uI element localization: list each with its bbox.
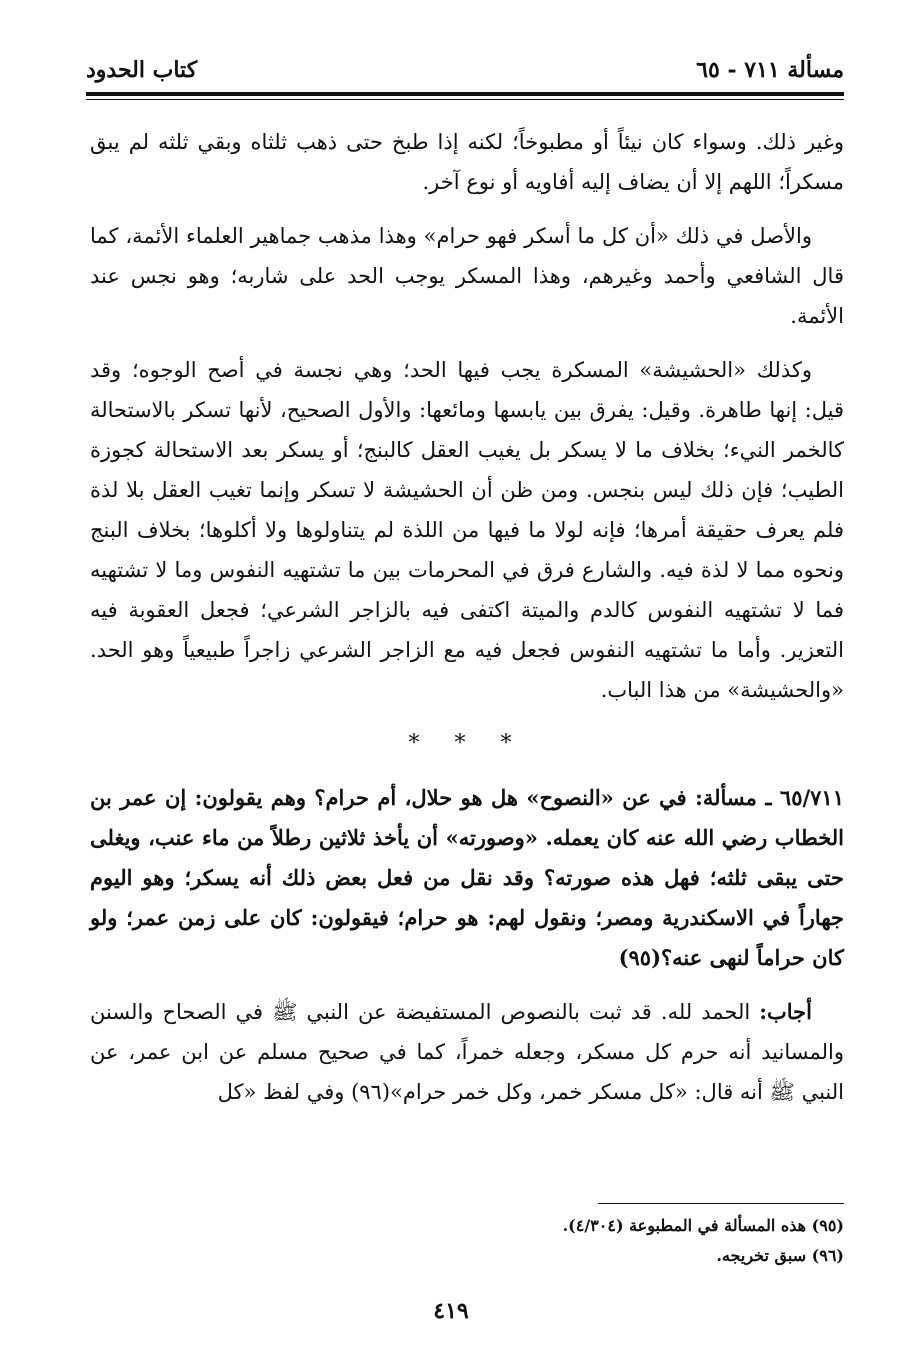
running-header — [86, 52, 844, 88]
answer-label: أجاب: — [759, 999, 812, 1024]
answer-paragraph — [90, 992, 844, 1112]
footnote-96: (٩٦) سبق تخريجه. — [716, 1246, 844, 1265]
answer-text: الحمد لله. قد ثبت بالنصوص المستفيضة عن النبي ﷺ في الصحاح والسنن والمسانيد أنه حرم كل مسكر، وجعله خمراً، كما في صحيح مسلم عن ابن عمر، عن النبي ﷺ أنه قال: «كل مسكر خمر، وكل خمر حرام»(٩٦) وفي لفظ «كل — [90, 1000, 844, 1104]
footnote-95: (٩٥) هذه المسألة في المطبوعة (٤/٣٠٤). — [562, 1216, 844, 1235]
paragraph-1: وغير ذلك. وسواء كان نيئاً أو مطبوخاً؛ لكنه إذا طبخ حتى ذهب ثلثاه وبقي ثلثه لم يبق مسكراً؛ اللهم إلا أن يضاف إليه أفاويه أو نوع آخر. — [90, 130, 844, 194]
paragraph-2: والأصل في ذلك «أن كل ما أسكر فهو حرام» وهذا مذهب جماهير العلماء الأئمة، كما قال الشافعي وأحمد وغيرهم، وهذا المسكر يوجب الحد على شاربه؛ وهو نجس عند الأئمة. — [90, 224, 844, 328]
header-rule-thin — [86, 99, 844, 100]
footnote-rule — [598, 1203, 844, 1204]
header-rule-thick — [86, 92, 844, 96]
question-paragraph: ٦٥/٧١١ ـ مسألة: في عن «النصوح» هل هو حلال، أم حرام؟ وهم يقولون: إن عمر بن الخطاب رضي الله عنه كان يعمله. «وصورته» أن يأخذ ثلاثين رطلاً من ماء عنب، ويغلى حتى يبقى ثلثه؛ فهل هذه صورته؟ وقد نقل من فعل بعض ذلك أنه يسكر؛ وهو اليوم جهاراً في الاسكندرية ومصر؛ ونقول لهم: هو حرام؛ فيقولون: كان على زمن عمر؛ ولو كان حراماً لنهى عنه؟(٩٥) — [90, 785, 844, 970]
page-number: ٤١٩ — [433, 1298, 469, 1324]
main-text — [90, 122, 844, 1126]
issue-label: مسألة ٧١١ - ٦٥ — [696, 57, 844, 83]
section-divider-stars: * * * — [408, 731, 526, 756]
footnotes — [90, 1212, 844, 1272]
book-title: كتاب الحدود — [86, 57, 198, 83]
paragraph-3: وكذلك «الحشيشة» المسكرة يجب فيها الحد؛ وهي نجسة في أصح الوجوه؛ وقد قيل: إنها طاهرة. وقيل: يفرق بين يابسها ومائعها: والأول الصحيح، لأنها تسكر بالاستحالة كالخمر النيء؛ بخلاف ما لا يسكر بل يغيب العقل كالبنج؛ أو يسكر بعد الاستحالة كجوزة الطيب؛ فإن ذلك ليس بنجس. ومن ظن أن الحشيشة لا تسكر وإنما تغيب العقل بلا لذة فلم يعرف حقيقة أمرها؛ فإنه لولا ما فيها من اللذة لم يتناولوها ولا أكلوها؛ بخلاف البنج ونحوه مما لا لذة فيه. والشارع فرق في المحرمات بين ما تشتهيه النفوس وما لا تشتهيه فما لا تشتهيه النفوس كالدم والميتة اكتفى فيه بالزاجر الشرعي؛ فجعل العقوبة فيه التعزير. وأما ما تشتهيه النفوس فجعل فيه مع الزاجر الشرعي زاجراً طبيعياً وهو الحد. «والحشيشة» من هذا الباب. — [90, 358, 844, 702]
